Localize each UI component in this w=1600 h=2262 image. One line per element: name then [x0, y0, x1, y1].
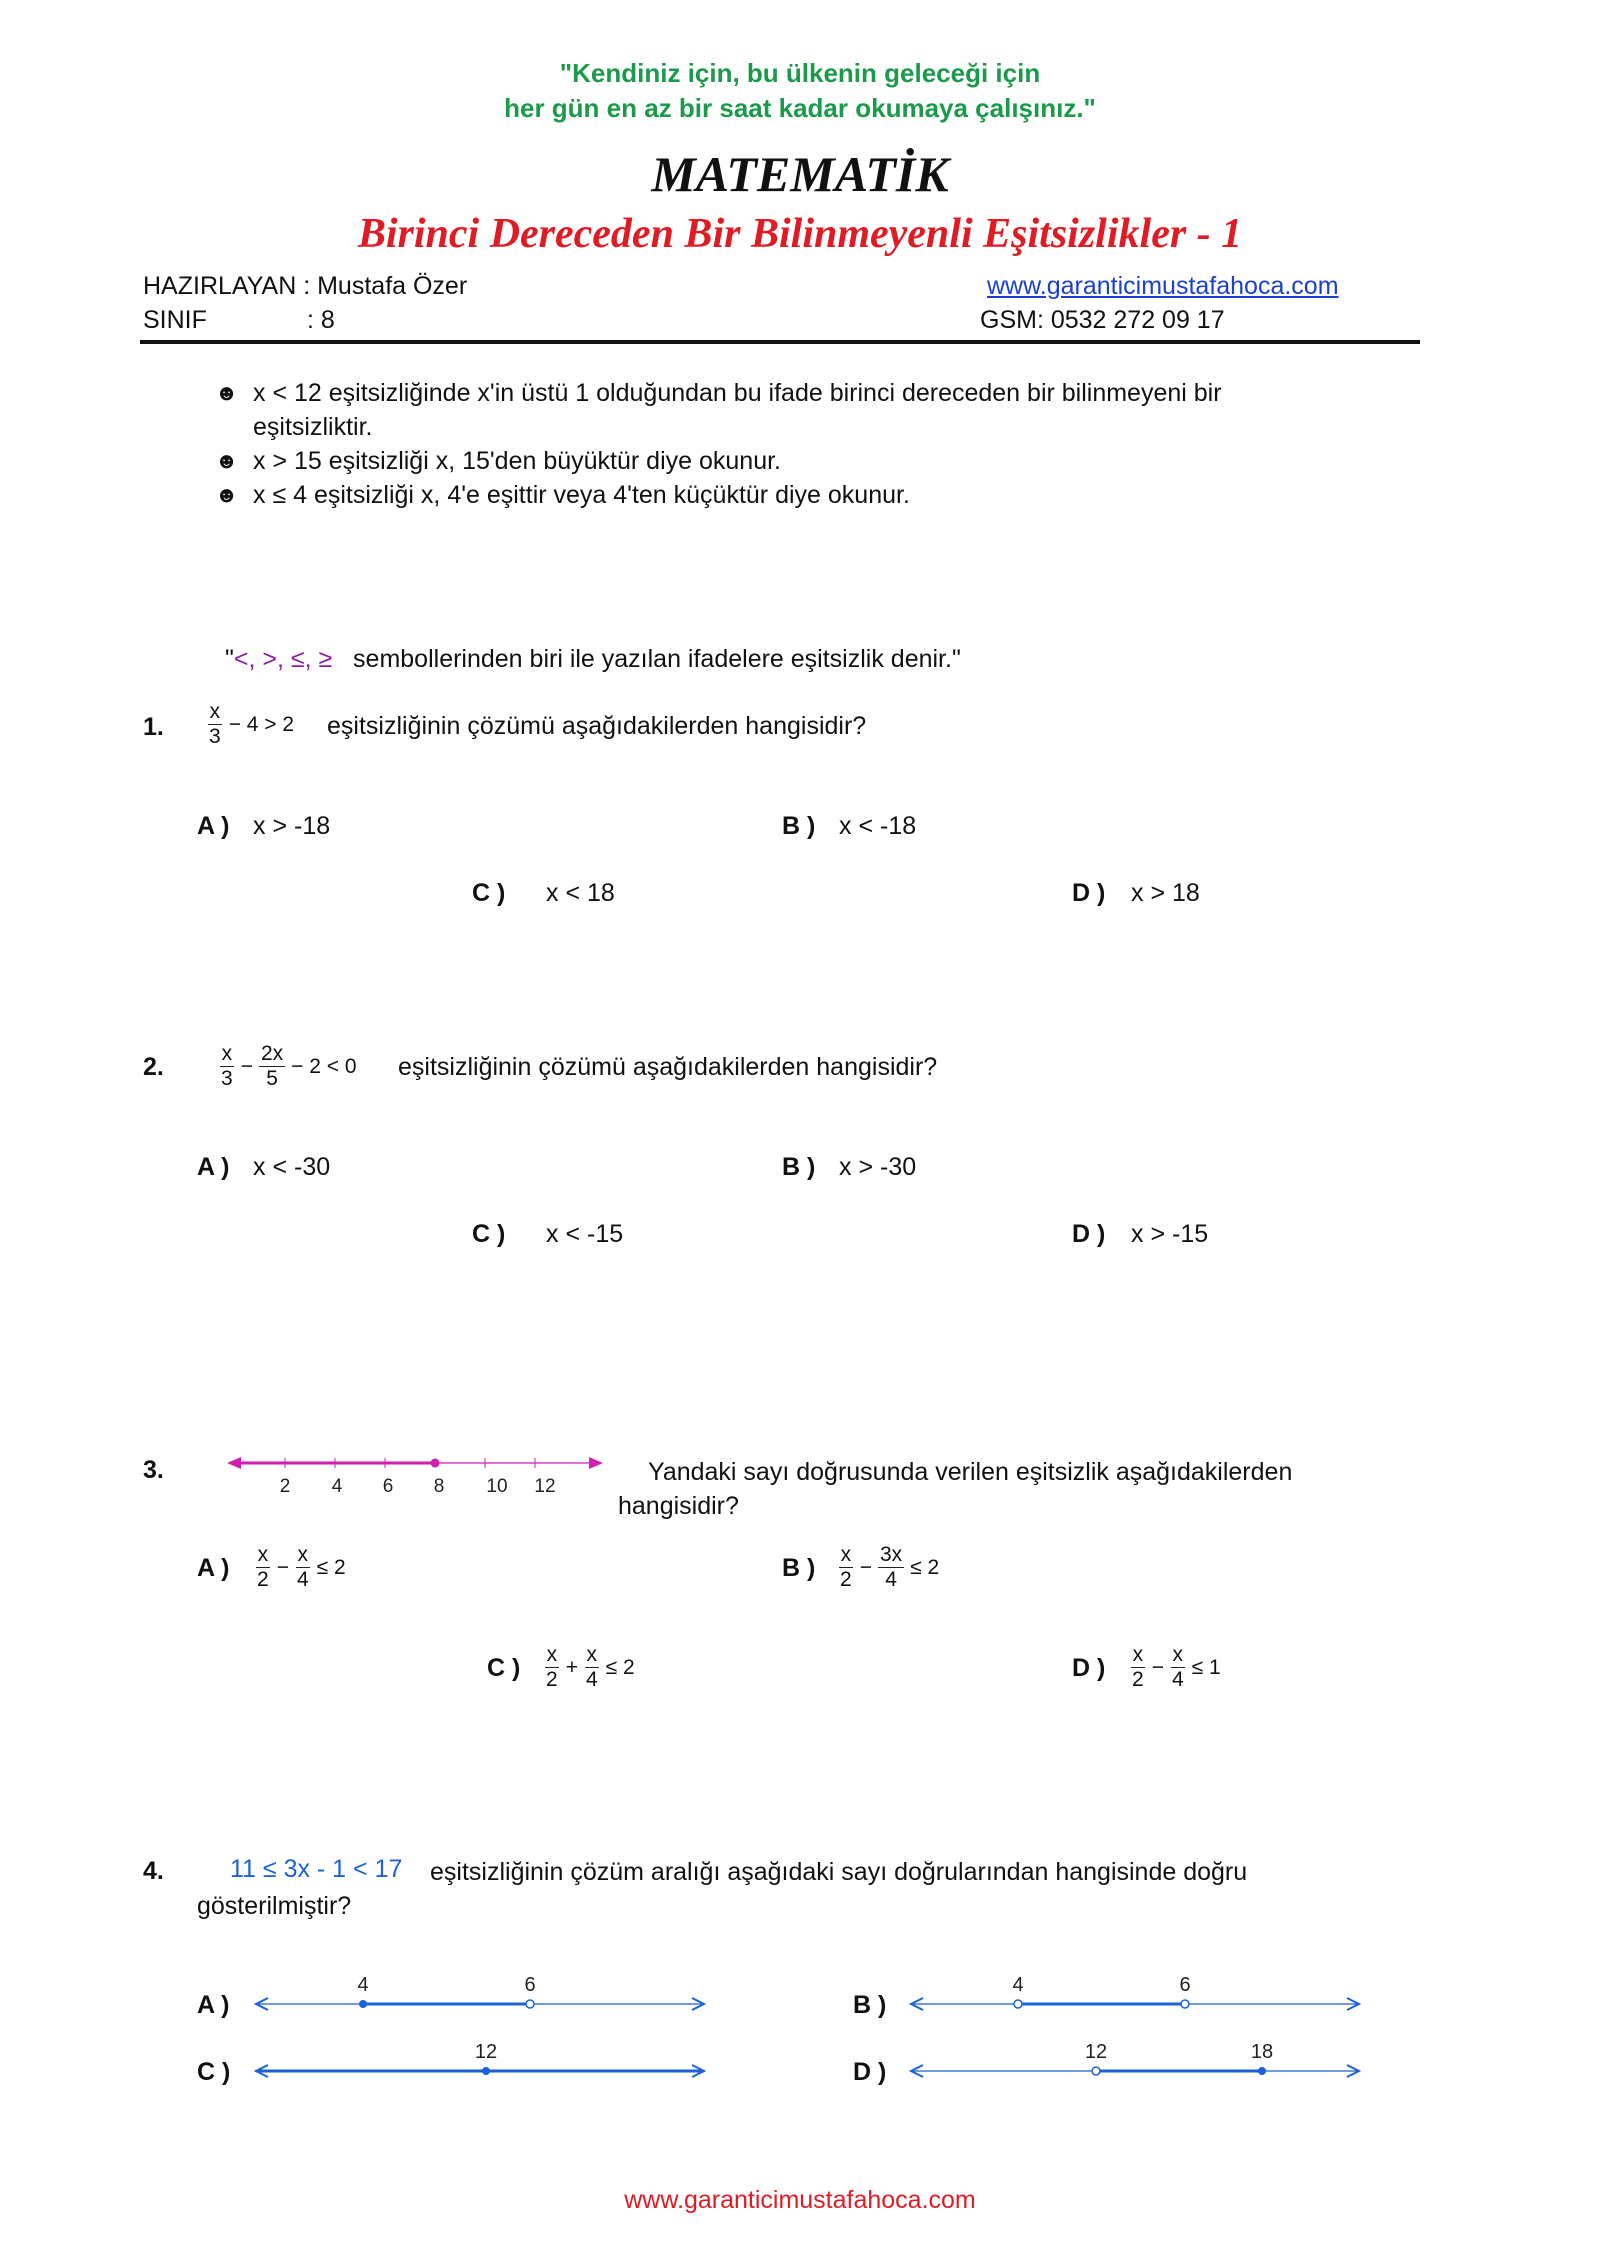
- tick-label: 2: [279, 1476, 291, 1497]
- question-2-expression: $\frac{x}{3}$ − $\frac{2x}{5}$ − 2 < 0: [221, 1042, 357, 1090]
- q1-option-c-value[interactable]: x < 18: [546, 879, 615, 907]
- q4-option-c-label[interactable]: C ): [197, 2058, 231, 2086]
- smiley-icon: ☻: [215, 448, 239, 473]
- question-1-text: eşitsizliğinin çözümü aşağıdakilerden hangisidir?: [327, 712, 867, 740]
- q1-option-d-label[interactable]: D ): [1072, 879, 1106, 907]
- question-4-text: eşitsizliğinin çözüm aralığı aşağıdaki sayı doğrularından hangisinde doğru gösterilmiştir?: [197, 1858, 1248, 1920]
- closed-point: [482, 2067, 490, 2075]
- q2-option-d-value[interactable]: x > -15: [1131, 1220, 1209, 1248]
- q3-option-b-expression[interactable]: $\frac{x}{2}$ − $\frac{3x}{4}$ ≤ 2: [840, 1543, 940, 1591]
- class-value: : 8: [307, 306, 335, 334]
- fraction: $\frac{x}{3}$: [209, 700, 221, 748]
- q3-option-c-label[interactable]: C ): [487, 1654, 521, 1682]
- author-label: HAZIRLAYAN : Mustafa Özer: [143, 272, 468, 300]
- inequality-symbols: <, >, ≤, ≥: [233, 645, 333, 673]
- q4-option-a-label[interactable]: A ): [197, 1991, 230, 2019]
- smiley-icon: ☻: [215, 380, 239, 405]
- page-subtitle: Birinci Dereceden Bir Bilinmeyenli Eşitsizlikler - 1: [357, 211, 1243, 257]
- svg-text:6: 6: [1179, 1974, 1191, 1996]
- q2-option-b-value[interactable]: x > -30: [839, 1153, 917, 1181]
- q1-option-a-value[interactable]: x > -18: [253, 812, 331, 840]
- q2-option-a-label[interactable]: A ): [197, 1153, 230, 1181]
- smiley-icon: ☻: [215, 482, 239, 507]
- open-point: [526, 2000, 534, 2008]
- svg-text:6: 6: [524, 1974, 536, 1996]
- question-3-number-line: [225, 1445, 605, 1505]
- class-label: SINIF: [143, 306, 207, 334]
- open-point: [1181, 2000, 1189, 2008]
- quote-line-1: "Kendiniz için, bu ülkenin geleceği için: [559, 58, 1041, 88]
- q3-option-d-expression[interactable]: $\frac{x}{2}$ − $\frac{x}{4}$ ≤ 1: [1132, 1643, 1221, 1691]
- open-quote: ": [225, 645, 234, 673]
- q2-option-d-label[interactable]: D ): [1072, 1220, 1106, 1248]
- definition-text: sembollerinden biri ile yazılan ifadelere eşitsizlik denir.": [353, 645, 961, 673]
- tick-label: 12: [534, 1476, 556, 1497]
- footer-website[interactable]: www.garanticimustafahoca.com: [624, 2186, 976, 2214]
- q1-option-c-label[interactable]: C ): [472, 879, 506, 907]
- question-2-number: 2.: [143, 1053, 164, 1081]
- left-arrow-icon: [227, 1457, 241, 1469]
- open-point: [1014, 2000, 1022, 2008]
- open-point: [1092, 2067, 1100, 2075]
- closed-point: [359, 2000, 367, 2008]
- header-rule: [140, 340, 1420, 344]
- bullet-text: x > 15 eşitsizliği x, 15'den büyüktür diye okunur.: [253, 447, 781, 475]
- closed-point: [1258, 2067, 1266, 2075]
- q3-option-b-label[interactable]: B ): [782, 1554, 816, 1582]
- bullet-text: x ≤ 4 eşitsizliği x, 4'e eşittir veya 4'ten küçüktür diye okunur.: [253, 481, 910, 509]
- q2-option-c-label[interactable]: C ): [472, 1220, 506, 1248]
- closed-point: [431, 1459, 440, 1468]
- bullet-text: x < 12 eşitsizliğinde x'in üstü 1 olduğundan bu ifade birinci dereceden bir bilinmeyeni bir eşitsizliktir.: [253, 379, 1222, 441]
- svg-text:18: 18: [1250, 2041, 1274, 2063]
- q3-option-d-label[interactable]: D ): [1072, 1654, 1106, 1682]
- q1-option-a-label[interactable]: A ): [197, 812, 230, 840]
- question-1-expression: $\frac{x}{3}$ − 4 > 2: [209, 700, 295, 748]
- q4-option-c-number-line[interactable]: [250, 2037, 710, 2087]
- svg-text:12: 12: [1084, 2041, 1108, 2063]
- question-1-number: 1.: [143, 713, 164, 741]
- definition-line: [225, 645, 961, 674]
- svg-text:12: 12: [474, 2041, 498, 2063]
- q4-option-b-label[interactable]: B ): [853, 1991, 887, 2019]
- quote-line-2: her gün en az bir saat kadar okumaya çalışınız.": [504, 93, 1096, 123]
- q4-option-d-number-line[interactable]: [905, 2037, 1365, 2087]
- question-3-text: Yandaki sayı doğrusunda verilen eşitsizlik aşağıdakilerden hangisidir?: [618, 1458, 1293, 1520]
- q1-option-b-value[interactable]: x < -18: [839, 812, 917, 840]
- question-2-text: eşitsizliğinin çözümü aşağıdakilerden hangisidir?: [398, 1053, 938, 1081]
- q2-option-b-label[interactable]: B ): [782, 1153, 816, 1181]
- gsm-number: GSM: 0532 272 09 17: [980, 306, 1225, 334]
- bullet-item: [215, 478, 1315, 512]
- right-arrow-icon: [589, 1457, 603, 1469]
- question-3-number: 3.: [143, 1456, 164, 1484]
- question-4-expression: 11 ≤ 3x - 1 < 17: [230, 1855, 403, 1883]
- q4-option-a-number-line[interactable]: [250, 1970, 710, 2020]
- q1-option-d-value[interactable]: x > 18: [1131, 879, 1200, 907]
- website-link[interactable]: www.garanticimustafahoca.com: [987, 272, 1339, 300]
- svg-text:4: 4: [357, 1974, 369, 1996]
- question-4-number: 4.: [143, 1857, 164, 1885]
- page-title: MATEMATİK: [651, 146, 949, 202]
- q2-option-a-value[interactable]: x < -30: [253, 1153, 331, 1181]
- bullet-item: [215, 444, 1315, 478]
- q3-option-a-expression[interactable]: $\frac{x}{2}$ − $\frac{x}{4}$ ≤ 2: [257, 1543, 346, 1591]
- tick-label: 8: [433, 1476, 445, 1497]
- fraction: $\frac{2x}{5}$: [260, 1042, 284, 1090]
- fraction: $\frac{x}{3}$: [221, 1042, 233, 1090]
- bullet-item: [215, 376, 1315, 444]
- q2-option-c-value[interactable]: x < -15: [546, 1220, 624, 1248]
- q3-option-a-label[interactable]: A ): [197, 1554, 230, 1582]
- q4-option-d-label[interactable]: D ): [853, 2058, 887, 2086]
- tick-label: 6: [382, 1476, 394, 1497]
- q3-option-c-expression[interactable]: $\frac{x}{2}$ + $\frac{x}{4}$ ≤ 2: [546, 1643, 635, 1691]
- svg-text:4: 4: [1012, 1974, 1024, 1996]
- q4-option-b-number-line[interactable]: [905, 1970, 1365, 2020]
- q1-option-b-label[interactable]: B ): [782, 812, 816, 840]
- tick-label: 4: [331, 1476, 343, 1497]
- tick-label: 10: [486, 1476, 508, 1497]
